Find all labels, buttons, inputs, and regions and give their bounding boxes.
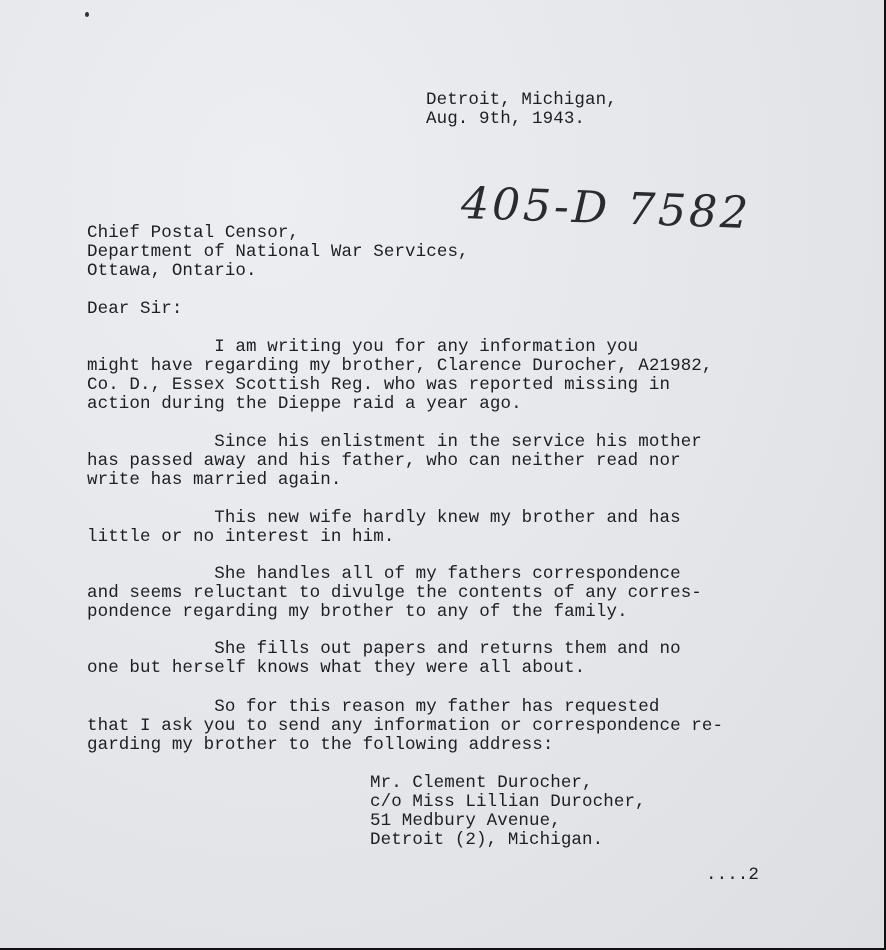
paragraph-line: Since his enlistment in the service his mother: [87, 432, 702, 452]
ink-speck: [85, 12, 89, 17]
paragraph-1: [87, 338, 713, 414]
paragraph-line: and seems reluctant to divulge the contents of any corres-: [87, 583, 702, 603]
dateline: [426, 91, 617, 129]
recipient-line: Ottawa, Ontario.: [87, 261, 257, 281]
recipient-line: Department of National War Services,: [87, 242, 469, 262]
paragraph-5: [87, 640, 681, 678]
dateline-line: Aug. 9th, 1943.: [426, 109, 586, 129]
paragraph-line: might have regarding my brother, Clarence Durocher, A21982,: [87, 356, 713, 376]
address-line: c/o Miss Lillian Durocher,: [370, 792, 646, 812]
page-continuation-marker: ....2: [706, 865, 760, 885]
salutation: Dear Sir:: [87, 299, 183, 319]
address-line: Detroit (2), Michigan.: [370, 830, 604, 850]
mailing-address: [370, 774, 646, 850]
recipient-line: Chief Postal Censor,: [87, 223, 300, 243]
address-line: 51 Medbury Avenue,: [370, 811, 561, 831]
address-line: Mr. Clement Durocher,: [370, 773, 593, 793]
paragraph-line: Co. D., Essex Scottish Reg. who was reported missing in: [87, 375, 671, 395]
paragraph-4: [87, 565, 702, 622]
paragraph-3: [87, 509, 681, 547]
paragraph-line: one but herself knows what they were all about.: [87, 658, 586, 678]
paragraph-line: has passed away and his father, who can neither read nor: [87, 451, 681, 471]
paragraph-line: action during the Dieppe raid a year ago.: [87, 394, 522, 414]
recipient-block: [87, 224, 469, 281]
dateline-line: Detroit, Michigan,: [426, 90, 617, 110]
paragraph-line: She fills out papers and returns them and no: [87, 639, 681, 659]
paragraph-2: [87, 433, 702, 490]
paragraph-line: So for this reason my father has requested: [87, 697, 660, 717]
paragraph-line: little or no interest in him.: [87, 527, 395, 547]
paragraph-line: write has married again.: [87, 470, 342, 490]
handwritten-file-number: 405-D 7582: [460, 178, 752, 240]
paragraph-6: [87, 698, 723, 755]
paragraph-line: She handles all of my fathers correspondence: [87, 564, 681, 584]
paragraph-line: pondence regarding my brother to any of the family.: [87, 602, 628, 622]
paragraph-line: garding my brother to the following address:: [87, 735, 554, 755]
paragraph-line: that I ask you to send any information or correspondence re-: [87, 716, 724, 736]
paragraph-line: I am writing you for any information you: [87, 337, 639, 357]
paragraph-line: This new wife hardly knew my brother and has: [87, 508, 681, 528]
